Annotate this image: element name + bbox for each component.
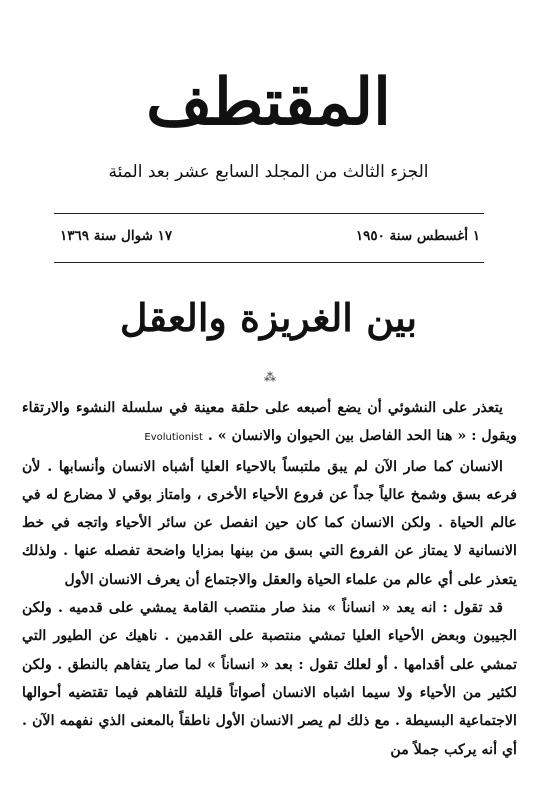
ornament-divider: ⁂ <box>264 370 276 384</box>
article-title: بين الغريزة والعقل <box>119 295 418 340</box>
article-body <box>22 394 517 764</box>
volume-line: الجزء الثالث من المجلد السابع عشر بعد المئة <box>108 162 429 182</box>
paragraph-3: قد تقول : انه يعد « انساناً » منذ صار منتصب القامة يمشي على قدميه . ولكن الجيبون وبعض الأحياء العليا تمشي منتصبة على القدمين . ناهيك عن الطيور التي تمشي على أقدامها . أو لعلك تقول : بعد « انساناً » لما صار يتفاهم بالنطق . ولكن لكثير من الأحياء ولا سيما اشباه الانسان أصواتاً قليلة للتفاهم فيما تقتضيه أحوالها الاجتماعية البسيطة . مع ذلك لم يصر الانسان الأول ناطقاً بالمعنى الذي نفهمه الآن . أي أنه يركب جملاً من <box>22 600 517 758</box>
top-rule <box>54 213 484 214</box>
bottom-rule <box>54 262 484 263</box>
latin-term: Evolutionist <box>144 432 203 444</box>
paragraph-1 <box>22 394 517 453</box>
paragraph-1-text: يتعذر على النشوئي أن يضع أصبعه على حلقة معينة في سلسلة النشوء والارتقاء ويقول : « هنا الحد الفاصل بين الحيوان والانسان » . <box>22 400 517 445</box>
gregorian-date: ١ أغسطس سنة ١٩٥٠ <box>355 228 480 244</box>
issue-dates <box>60 228 480 250</box>
hijri-date: ١٧ شوال سنة ١٣٦٩ <box>60 228 173 244</box>
journal-masthead: المقتطف <box>146 65 391 140</box>
paragraph-2: الانسان كما صار الآن لم يبق ملتبساً بالاحياء العليا أشباه الانسان وأنسابها . لأن فرعه بسق وشمخ عالياً جداً عن فروع الأحياء الأخرى ، وامتاز بوقي لا مضارع له في عالم الحياة . ولكن الانسان كما كان حين انفصل عن سائر الأحياء واتجه في خط الانسانية لا يمتاز عن الفروع التي بسق من بينها بمزايا واضحة تفصله عنها . ولذلك يتعذر على أي عالم من علماء الحياة والعقل والاجتماع أن يعرف الانسان الأول <box>22 458 517 588</box>
